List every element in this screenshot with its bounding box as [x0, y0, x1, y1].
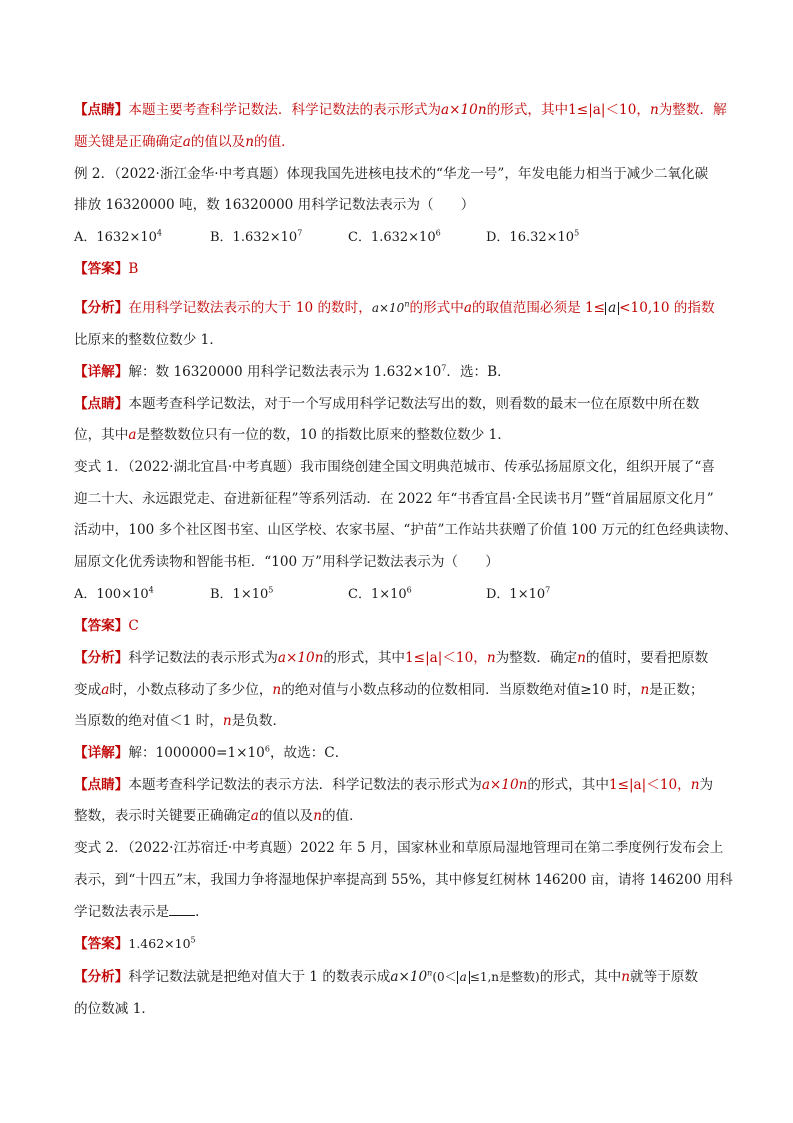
variant2-question-line-1: 变式 2．（2022·江苏宿迁·中考真题）2022 年 5 月，国家林业和草原局湿地管理司在第二季度例行发布会上 — [74, 840, 724, 856]
comment-tag: 【点睛】 — [74, 102, 129, 118]
answer-blank[interactable] — [169, 903, 195, 916]
variant2-analysis-line-2: 的位数减 1． — [74, 1001, 155, 1017]
variant2-answer: 【答案】$1.462\times 10^5$ — [74, 935, 196, 952]
variant1-analysis-line-3: 当原数的绝对值＜1 时，n是负数． — [74, 713, 287, 729]
variant1-question-line-2: 迎二十大、永远跟党走、奋进新征程”等系列活动．在 2022 年“书香宜昌·全民读书月”暨“首届屈原文化月” — [74, 491, 714, 507]
variant1-option-c[interactable]: C．$1\times 10^6$ — [348, 585, 412, 602]
variant2-question-line-2: 表示，到“十四五”末，我国力争将湿地保护率提高到 55%，其中修复红树林 146200 亩，请将 146200 用科 — [74, 872, 733, 888]
example2-comment-line-1: 【点睛】本题考查科学记数法，对于一个写成用科学记数法写出的数，则看数的最末一位在原数中所在数 — [74, 396, 700, 412]
comment-line-1: 【点睛】本题主要考查科学记数法．科学记数法的表示形式为a×10n的形式，其中1≤|a|＜10，n为整数．解 — [74, 102, 727, 118]
example2-comment-line-2: 位，其中a是整数数位只有一位的数，10 的指数比原来的整数位数少 1． — [74, 427, 511, 443]
variant1-comment-line-2: 整数，表示时关键要正确确定a的值以及n的值． — [74, 808, 363, 824]
variant1-option-b[interactable]: B．$1\times 10^5$ — [210, 585, 274, 602]
comment-line-2: 题关键是正确确定a的值以及n的值． — [74, 134, 295, 150]
variant1-comment-line-1: 【点睛】本题考查科学记数法的表示方法．科学记数法的表示形式为a×10n的形式，其中1≤|a|＜10，n为 — [74, 777, 714, 793]
example2-answer: 【答案】B — [74, 261, 139, 277]
example2-question-line-1: 例 2．（2022·浙江金华·中考真题）体现我国先进核电技术的“华龙一号”，年发电能力相当于减少二氧化碳 — [74, 166, 709, 182]
variant1-question-line-1: 变式 1．（2022·湖北宜昌·中考真题）我市围绕创建全国文明典范城市、传承弘扬屈原文化，组织开展了“喜 — [74, 459, 715, 475]
example2-option-b[interactable]: B．$1.632\times 10^7$ — [210, 228, 303, 245]
example2-question-line-2: 排放 16320000 吨，数 16320000 用科学记数法表示为（ ） — [74, 197, 475, 213]
variant1-question-line-4: 屈原文化优秀读物和智能书柜．“100 万”用科学记数法表示为（ ） — [74, 554, 499, 570]
variant1-option-a[interactable]: A．$100\times 10^4$ — [74, 585, 154, 602]
variant1-analysis-line-2: 变成a时，小数点移动了多少位，n的绝对值与小数点移动的位数相同．当原数绝对值≥10 时，n是正数； — [74, 682, 704, 698]
example2-analysis-line-1: 【分析】在用科学记数法表示的大于 10 的数时，$a\times 10^n$的形式中a的取值范围必须是 1≤ a <10,10 的指数 — [74, 299, 715, 316]
variant1-option-d[interactable]: D．$1\times 10^7$ — [486, 585, 551, 602]
variant1-question-line-3: 活动中，100 多个社区图书室、山区学校、农家书屋、“护苗”工作站共获赠了价值 100 万元的红色经典读物、 — [74, 522, 738, 538]
example2-option-a[interactable]: A．$1632\times 10^4$ — [74, 228, 163, 245]
variant2-analysis-line-1: 【分析】科学记数法就是把绝对值大于 1 的数表示成$a\times 10^n(0< a \le 1,n$是整数)的形式，其中n就等于原数 — [74, 968, 699, 985]
example2-analysis-line-2: 比原来的整数位数少 1． — [74, 332, 223, 348]
variant2-question-line-3: 学记数法表示是 ． — [74, 904, 209, 920]
variant1-analysis-line-1: 【分析】科学记数法的表示形式为a×10n的形式，其中1≤|a|＜10，n为整数．确定n的值时，要看把原数 — [74, 650, 709, 666]
example2-option-c[interactable]: C．$1.632\times 10^6$ — [348, 228, 441, 245]
variant1-answer: 【答案】C — [74, 618, 139, 634]
example2-option-d[interactable]: D．$16.32\times 10^5$ — [486, 228, 580, 245]
variant1-detail: 【详解】解：$1000000=1\times 10^6$，故选：C． — [74, 744, 349, 761]
example2-detail: 【详解】解：数 16320000 用科学记数法表示为 $1.632\times 10^7$．选：B． — [74, 363, 511, 380]
